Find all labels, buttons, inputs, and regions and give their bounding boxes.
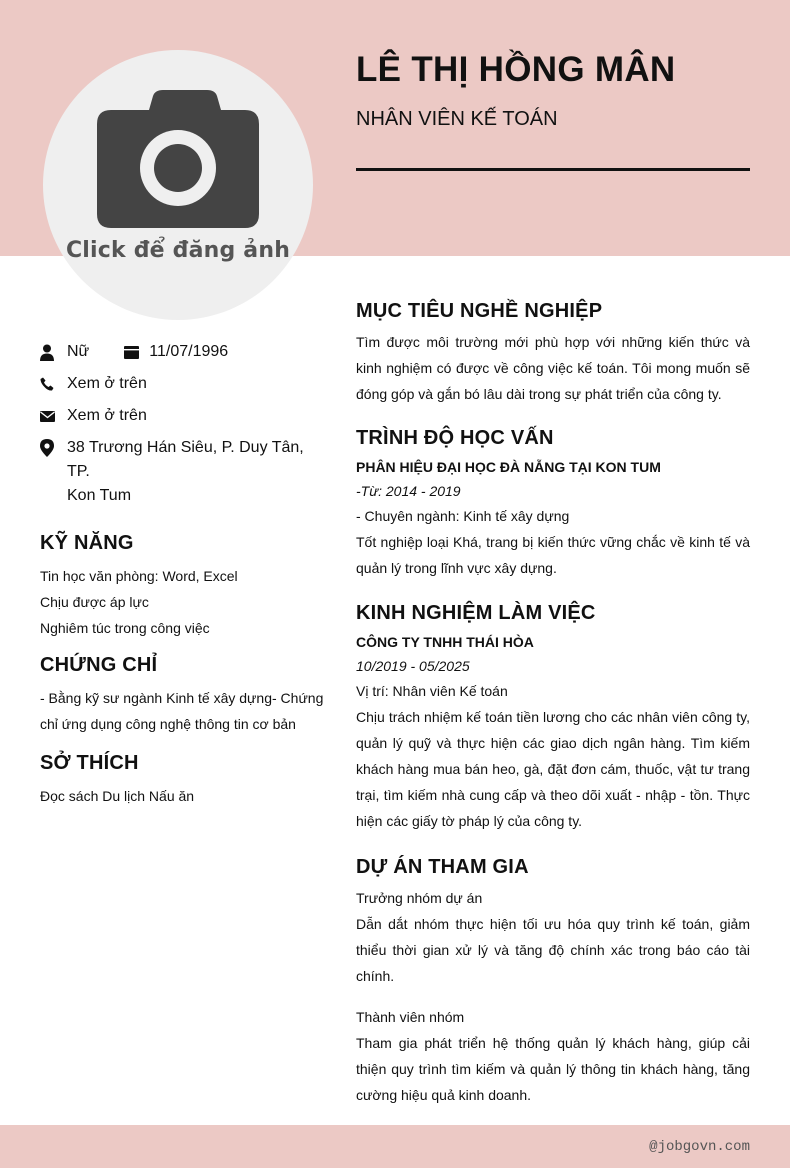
education-description: Tốt nghiệp loại Khá, trang bị kiến thức vững chắc về kinh tế và quản lý trong lĩnh vực xây dựng. [356, 534, 750, 576]
right-column [356, 300, 750, 1108]
address-value [67, 436, 325, 508]
phone-value: Xem ở trên [67, 375, 147, 392]
email-icon [40, 404, 67, 428]
gender-value: Nữ [67, 343, 90, 360]
email-value: Xem ở trên [67, 407, 147, 424]
camera-icon [97, 88, 259, 230]
experience-period: 10/2019 - 05/2025 [356, 658, 470, 674]
address-row [40, 436, 325, 508]
email-row [40, 404, 325, 428]
projects-title: DỰ ÁN THAM GIA [356, 856, 529, 878]
education-period: -Từ: 2014 - 2019 [356, 483, 461, 499]
job-title: NHÂN VIÊN KẾ TOÁN [356, 108, 558, 130]
footer-credit: @jobgovn.com [649, 1139, 750, 1155]
hobbies-title: SỞ THÍCH [40, 752, 139, 774]
hobbies-text: Đọc sách Du lịch Nấu ăn [40, 788, 195, 804]
project-role: Trưởng nhóm dự án [356, 890, 483, 906]
skills-list [40, 563, 325, 641]
education-title: TRÌNH ĐỘ HỌC VẤN [356, 427, 554, 449]
photo-caption: Click để đăng ảnh [65, 238, 291, 263]
experience-description: Chịu trách nhiệm kế toán tiền lương cho các nhân viên công ty, quản lý quỹ và thực hiện các giao dịch ngân hàng. Tìm kiếm khách hàng mua bán heo, gà, đặt đơn cám, thuốc, vật tư trang trại, tìm kiếm nhà cung cấp và theo dõi xuất - nhập - tồn. Thực hiện các giấy tờ pháp lý của công ty. [356, 709, 750, 829]
certificate-line: - Bằng kỹ sư ngành Kinh tế xây dựng- Chứng [40, 690, 324, 706]
left-column [40, 340, 325, 809]
skill-item: Chịu được áp lực [40, 594, 149, 610]
certificate-line: chỉ ứng dụng công nghệ thông tin cơ bản [40, 716, 296, 732]
phone-icon [40, 372, 67, 396]
skill-item: Nghiêm túc trong công việc [40, 620, 210, 636]
location-icon [40, 436, 67, 460]
objective-title: MỤC TIÊU NGHỀ NGHIỆP [356, 300, 603, 322]
dob-value: 11/07/1996 [149, 343, 229, 360]
project-description: Dẫn dắt nhóm thực hiện tối ưu hóa quy trình kế toán, giảm thiểu thời gian xử lý và tăng độ chính xác trong báo cáo tài chính. [356, 916, 750, 984]
gender-dob-row [40, 340, 325, 364]
address-line-1: 38 Trương Hán Siêu, P. Duy Tân, TP. [67, 439, 304, 480]
certificates-title: CHỨNG CHỈ [40, 654, 158, 676]
experience-position: Vị trí: Nhân viên Kế toán [356, 683, 508, 699]
header-divider [356, 168, 750, 171]
school-name: PHÂN HIỆU ĐẠI HỌC ĐÀ NẴNG TẠI KON TUM [356, 459, 661, 475]
objective-text: Tìm được môi trường mới phù hợp với những kiến thức và kinh nghiệm có được về công việc kế toán. Tôi mong muốn sẽ đóng góp và gắn bó lâu dài trong sự phát triển của công ty. [356, 334, 750, 402]
certificates-text [40, 685, 325, 737]
user-icon [40, 340, 67, 364]
calendar-icon [124, 340, 149, 364]
phone-row [40, 372, 325, 396]
address-line-2: Kon Tum [67, 487, 132, 504]
photo-upload[interactable] [43, 50, 313, 320]
company-name: CÔNG TY TNHH THÁI HÒA [356, 634, 534, 650]
candidate-name: LÊ THỊ HỒNG MÂN [356, 50, 676, 89]
skills-title: KỸ NĂNG [40, 532, 134, 554]
project-description: Tham gia phát triển hệ thống quản lý khách hàng, giúp cải thiện quy trình tìm kiếm và quản lý thông tin khách hàng, tăng cường hiệu quả kinh doanh. [356, 1035, 750, 1103]
skill-item: Tin học văn phòng: Word, Excel [40, 568, 238, 584]
education-major: - Chuyên ngành: Kinh tế xây dựng [356, 508, 570, 524]
project-role: Thành viên nhóm [356, 1009, 465, 1025]
experience-title: KINH NGHIỆM LÀM VIỆC [356, 602, 596, 624]
